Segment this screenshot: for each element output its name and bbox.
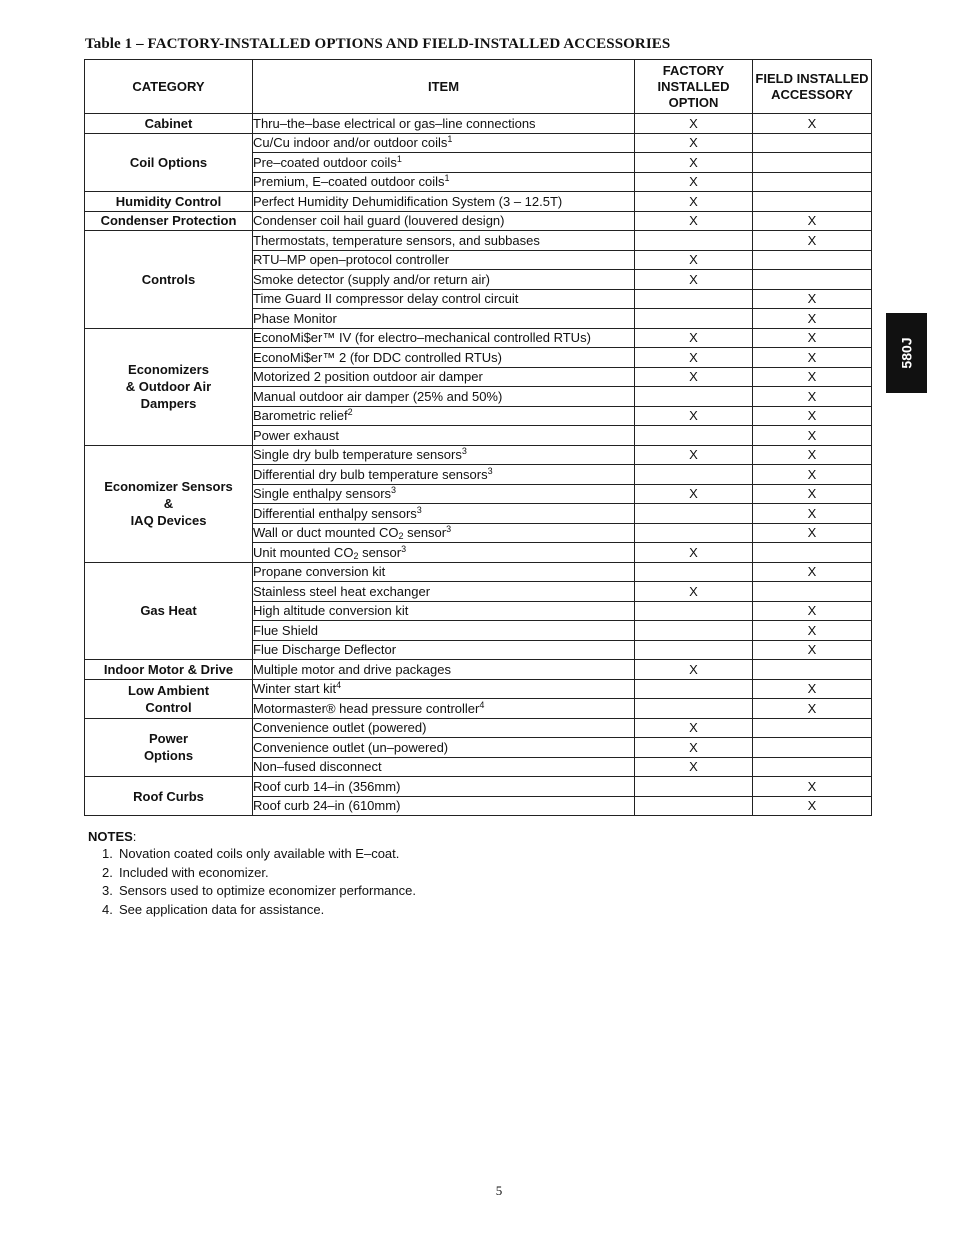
- item-footnote: 1: [396, 153, 402, 164]
- item-text: Differential enthalpy sensors: [253, 505, 417, 521]
- category-cell: Economizers & Outdoor Air Dampers: [85, 328, 253, 445]
- factory-mark-cell: [635, 504, 753, 524]
- factory-mark-cell: X: [635, 484, 753, 504]
- factory-mark-cell: X: [635, 192, 753, 212]
- field-mark-cell: [753, 582, 872, 602]
- item-text: EconoMi$er™ 2 (for DDC controlled RTUs): [253, 349, 502, 365]
- item-cell: [253, 718, 635, 738]
- item-text-tail: sensor: [358, 544, 402, 560]
- item-text: Time Guard II compressor delay control circuit: [253, 291, 519, 307]
- item-cell: [253, 445, 635, 465]
- item-text: Stainless steel heat exchanger: [253, 583, 431, 599]
- category-cell: Controls: [85, 231, 253, 329]
- field-mark-cell: X: [753, 309, 872, 329]
- field-mark-cell: [753, 172, 872, 192]
- item-footnote: 2: [347, 407, 353, 418]
- item-text: Winter start kit: [253, 681, 337, 697]
- factory-mark-cell: [635, 601, 753, 621]
- factory-mark-cell: [635, 699, 753, 719]
- table-body: [85, 114, 872, 816]
- item-footnote: 3: [416, 504, 422, 515]
- item-cell: [253, 192, 635, 212]
- field-mark-cell: X: [753, 114, 872, 134]
- item-cell: [253, 796, 635, 816]
- options-table: [84, 59, 872, 816]
- category-cell: Low Ambient Control: [85, 679, 253, 718]
- table-row: [85, 679, 872, 699]
- category-cell: Gas Heat: [85, 562, 253, 660]
- item-text: Flue Discharge Deflector: [253, 642, 397, 658]
- field-mark-cell: X: [753, 796, 872, 816]
- item-cell: [253, 328, 635, 348]
- field-mark-cell: X: [753, 484, 872, 504]
- item-text: Convenience outlet (un–powered): [253, 739, 449, 755]
- table-row: [85, 114, 872, 134]
- notes-list: [88, 845, 416, 920]
- item-text: Thru–the–base electrical or gas–line connections: [253, 115, 536, 131]
- field-mark-cell: [753, 133, 872, 153]
- factory-mark-cell: X: [635, 660, 753, 680]
- table-title: Table 1 – FACTORY-INSTALLED OPTIONS AND FIELD-INSTALLED ACCESSORIES: [85, 36, 671, 52]
- note-item: [88, 901, 416, 920]
- note-item: [88, 845, 416, 864]
- factory-mark-cell: [635, 796, 753, 816]
- field-mark-cell: X: [753, 523, 872, 543]
- header-category: CATEGORY: [85, 60, 253, 114]
- item-cell: [253, 133, 635, 153]
- item-footnote: 3: [487, 465, 493, 476]
- field-mark-cell: X: [753, 465, 872, 485]
- item-cell: [253, 757, 635, 777]
- field-mark-cell: [753, 738, 872, 758]
- item-footnote: 1: [444, 173, 450, 184]
- field-mark-cell: [753, 757, 872, 777]
- item-cell: [253, 114, 635, 134]
- factory-mark-cell: X: [635, 133, 753, 153]
- table-row: [85, 445, 872, 465]
- item-text: Thermostats, temperature sensors, and subbases: [253, 232, 540, 248]
- note-text: Novation coated coils only available with E–coat.: [119, 846, 400, 861]
- notes-section: [88, 828, 416, 920]
- factory-mark-cell: X: [635, 270, 753, 290]
- note-item: [88, 882, 416, 901]
- item-text: Pre–coated outdoor coils: [253, 154, 397, 170]
- field-mark-cell: X: [753, 445, 872, 465]
- factory-mark-cell: X: [635, 543, 753, 563]
- item-cell: [253, 289, 635, 309]
- item-text: High altitude conversion kit: [253, 603, 409, 619]
- item-cell: [253, 426, 635, 446]
- header-factory: FACTORY INSTALLED OPTION: [635, 60, 753, 114]
- item-text: Unit mounted CO: [253, 544, 354, 560]
- item-text: Propane conversion kit: [253, 564, 386, 580]
- item-footnote: 3: [391, 485, 397, 496]
- item-cell: [253, 660, 635, 680]
- factory-mark-cell: [635, 777, 753, 797]
- item-cell: [253, 543, 635, 563]
- category-cell: Humidity Control: [85, 192, 253, 212]
- item-cell: [253, 172, 635, 192]
- item-cell: [253, 153, 635, 173]
- field-mark-cell: X: [753, 289, 872, 309]
- table-row: [85, 192, 872, 212]
- item-cell: [253, 504, 635, 524]
- field-mark-cell: [753, 543, 872, 563]
- factory-mark-cell: [635, 231, 753, 251]
- item-cell: [253, 231, 635, 251]
- factory-mark-cell: [635, 465, 753, 485]
- item-footnote: 1: [447, 134, 453, 145]
- factory-mark-cell: X: [635, 738, 753, 758]
- factory-mark-cell: X: [635, 445, 753, 465]
- item-text: Smoke detector (supply and/or return air): [253, 271, 490, 287]
- factory-mark-cell: [635, 621, 753, 641]
- note-text: See application data for assistance.: [119, 902, 325, 918]
- table-row: [85, 777, 872, 797]
- item-cell: [253, 601, 635, 621]
- category-cell: Power Options: [85, 718, 253, 777]
- field-mark-cell: X: [753, 387, 872, 407]
- factory-mark-cell: [635, 309, 753, 329]
- item-text: Perfect Humidity Dehumidification System (3 – 12.5T): [253, 193, 563, 209]
- item-cell: [253, 309, 635, 329]
- factory-mark-cell: X: [635, 250, 753, 270]
- item-text: Cu/Cu indoor and/or outdoor coils: [253, 135, 448, 151]
- factory-mark-cell: [635, 387, 753, 407]
- field-mark-cell: X: [753, 621, 872, 641]
- field-mark-cell: [753, 153, 872, 173]
- item-cell: [253, 348, 635, 368]
- item-text: Differential dry bulb temperature sensors: [253, 466, 488, 482]
- field-mark-cell: [753, 250, 872, 270]
- table-row: [85, 328, 872, 348]
- factory-mark-cell: X: [635, 153, 753, 173]
- item-footnote: 3: [461, 446, 467, 457]
- notes-heading: NOTES:: [88, 829, 137, 844]
- item-text-tail: sensor: [403, 525, 447, 541]
- item-text: Motorized 2 position outdoor air damper: [253, 369, 483, 385]
- item-subscript: 2: [398, 531, 404, 542]
- item-text: Phase Monitor: [253, 310, 337, 326]
- side-tab-label: 580J: [898, 337, 915, 369]
- note-text: Sensors used to optimize economizer performance.: [119, 883, 416, 899]
- side-tab: [886, 313, 927, 393]
- item-text: Condenser coil hail guard (louvered design): [253, 213, 505, 229]
- table-row: [85, 133, 872, 153]
- item-cell: [253, 406, 635, 426]
- category-cell: Indoor Motor & Drive: [85, 660, 253, 680]
- category-cell: Economizer Sensors & IAQ Devices: [85, 445, 253, 562]
- item-text: Power exhaust: [253, 427, 339, 443]
- factory-mark-cell: X: [635, 757, 753, 777]
- field-mark-cell: X: [753, 367, 872, 387]
- item-footnote: 3: [446, 524, 452, 535]
- item-cell: [253, 270, 635, 290]
- item-footnote: 4: [336, 680, 342, 691]
- item-footnote: 4: [479, 699, 485, 710]
- item-cell: [253, 562, 635, 582]
- item-text: Non–fused disconnect: [253, 759, 382, 775]
- header-item: ITEM: [253, 60, 635, 114]
- item-text: RTU–MP open–protocol controller: [253, 252, 450, 268]
- item-text: Single dry bulb temperature sensors: [253, 447, 462, 463]
- field-mark-cell: [753, 192, 872, 212]
- page-number: 5: [495, 1183, 503, 1198]
- item-text: Multiple motor and drive packages: [253, 661, 451, 677]
- item-text: Barometric relief: [253, 408, 348, 424]
- factory-mark-cell: [635, 679, 753, 699]
- factory-mark-cell: X: [635, 328, 753, 348]
- item-cell: [253, 484, 635, 504]
- note-text: Included with economizer.: [119, 864, 269, 880]
- field-mark-cell: X: [753, 504, 872, 524]
- item-text: Roof curb 24–in (610mm): [253, 798, 401, 814]
- item-text: Premium, E–coated outdoor coils: [253, 174, 445, 190]
- factory-mark-cell: [635, 523, 753, 543]
- field-mark-cell: X: [753, 777, 872, 797]
- field-mark-cell: X: [753, 426, 872, 446]
- factory-mark-cell: [635, 640, 753, 660]
- note-number: 2.: [102, 864, 113, 880]
- factory-mark-cell: X: [635, 211, 753, 231]
- factory-mark-cell: X: [635, 367, 753, 387]
- header-field: FIELD INSTALLED ACCESSORY: [753, 60, 872, 114]
- item-text: Wall or duct mounted CO: [253, 525, 399, 541]
- item-cell: [253, 523, 635, 543]
- factory-mark-cell: X: [635, 582, 753, 602]
- item-cell: [253, 211, 635, 231]
- category-cell: Cabinet: [85, 114, 253, 134]
- field-mark-cell: [753, 270, 872, 290]
- table-row: [85, 660, 872, 680]
- item-text: Flue Shield: [253, 622, 319, 638]
- header-row: [85, 60, 872, 114]
- item-cell: [253, 582, 635, 602]
- item-text: Single enthalpy sensors: [253, 486, 392, 502]
- field-mark-cell: X: [753, 601, 872, 621]
- factory-mark-cell: [635, 426, 753, 446]
- factory-mark-cell: X: [635, 114, 753, 134]
- field-mark-cell: X: [753, 328, 872, 348]
- table-row: [85, 231, 872, 251]
- notes-heading-text: NOTES: [88, 829, 133, 844]
- item-cell: [253, 679, 635, 699]
- note-number: 3.: [102, 883, 113, 899]
- item-text: Motormaster® head pressure controller: [253, 700, 480, 716]
- item-footnote: 3: [401, 543, 407, 554]
- factory-mark-cell: X: [635, 348, 753, 368]
- field-mark-cell: X: [753, 562, 872, 582]
- field-mark-cell: X: [753, 406, 872, 426]
- item-text: Roof curb 14–in (356mm): [253, 778, 401, 794]
- item-cell: [253, 777, 635, 797]
- item-text: Manual outdoor air damper (25% and 50%): [253, 388, 503, 404]
- note-item: [88, 864, 416, 883]
- table-row: [85, 211, 872, 231]
- factory-mark-cell: X: [635, 718, 753, 738]
- factory-mark-cell: [635, 289, 753, 309]
- note-number: 1.: [102, 846, 113, 861]
- item-subscript: 2: [353, 550, 359, 561]
- field-mark-cell: [753, 660, 872, 680]
- field-mark-cell: X: [753, 348, 872, 368]
- item-text: EconoMi$er™ IV (for electro–mechanical controlled RTUs): [253, 330, 591, 346]
- item-text: Convenience outlet (powered): [253, 720, 427, 736]
- factory-mark-cell: X: [635, 406, 753, 426]
- item-cell: [253, 465, 635, 485]
- category-cell: Coil Options: [85, 133, 253, 192]
- field-mark-cell: [753, 718, 872, 738]
- item-cell: [253, 367, 635, 387]
- item-cell: [253, 621, 635, 641]
- note-number: 4.: [102, 902, 113, 918]
- field-mark-cell: X: [753, 679, 872, 699]
- factory-mark-cell: X: [635, 172, 753, 192]
- item-cell: [253, 699, 635, 719]
- item-cell: [253, 640, 635, 660]
- factory-mark-cell: [635, 562, 753, 582]
- table-row: [85, 562, 872, 582]
- field-mark-cell: X: [753, 640, 872, 660]
- item-cell: [253, 738, 635, 758]
- field-mark-cell: X: [753, 699, 872, 719]
- field-mark-cell: X: [753, 231, 872, 251]
- category-cell: Condenser Protection: [85, 211, 253, 231]
- field-mark-cell: X: [753, 211, 872, 231]
- category-cell: Roof Curbs: [85, 777, 253, 816]
- item-cell: [253, 387, 635, 407]
- item-cell: [253, 250, 635, 270]
- table-row: [85, 718, 872, 738]
